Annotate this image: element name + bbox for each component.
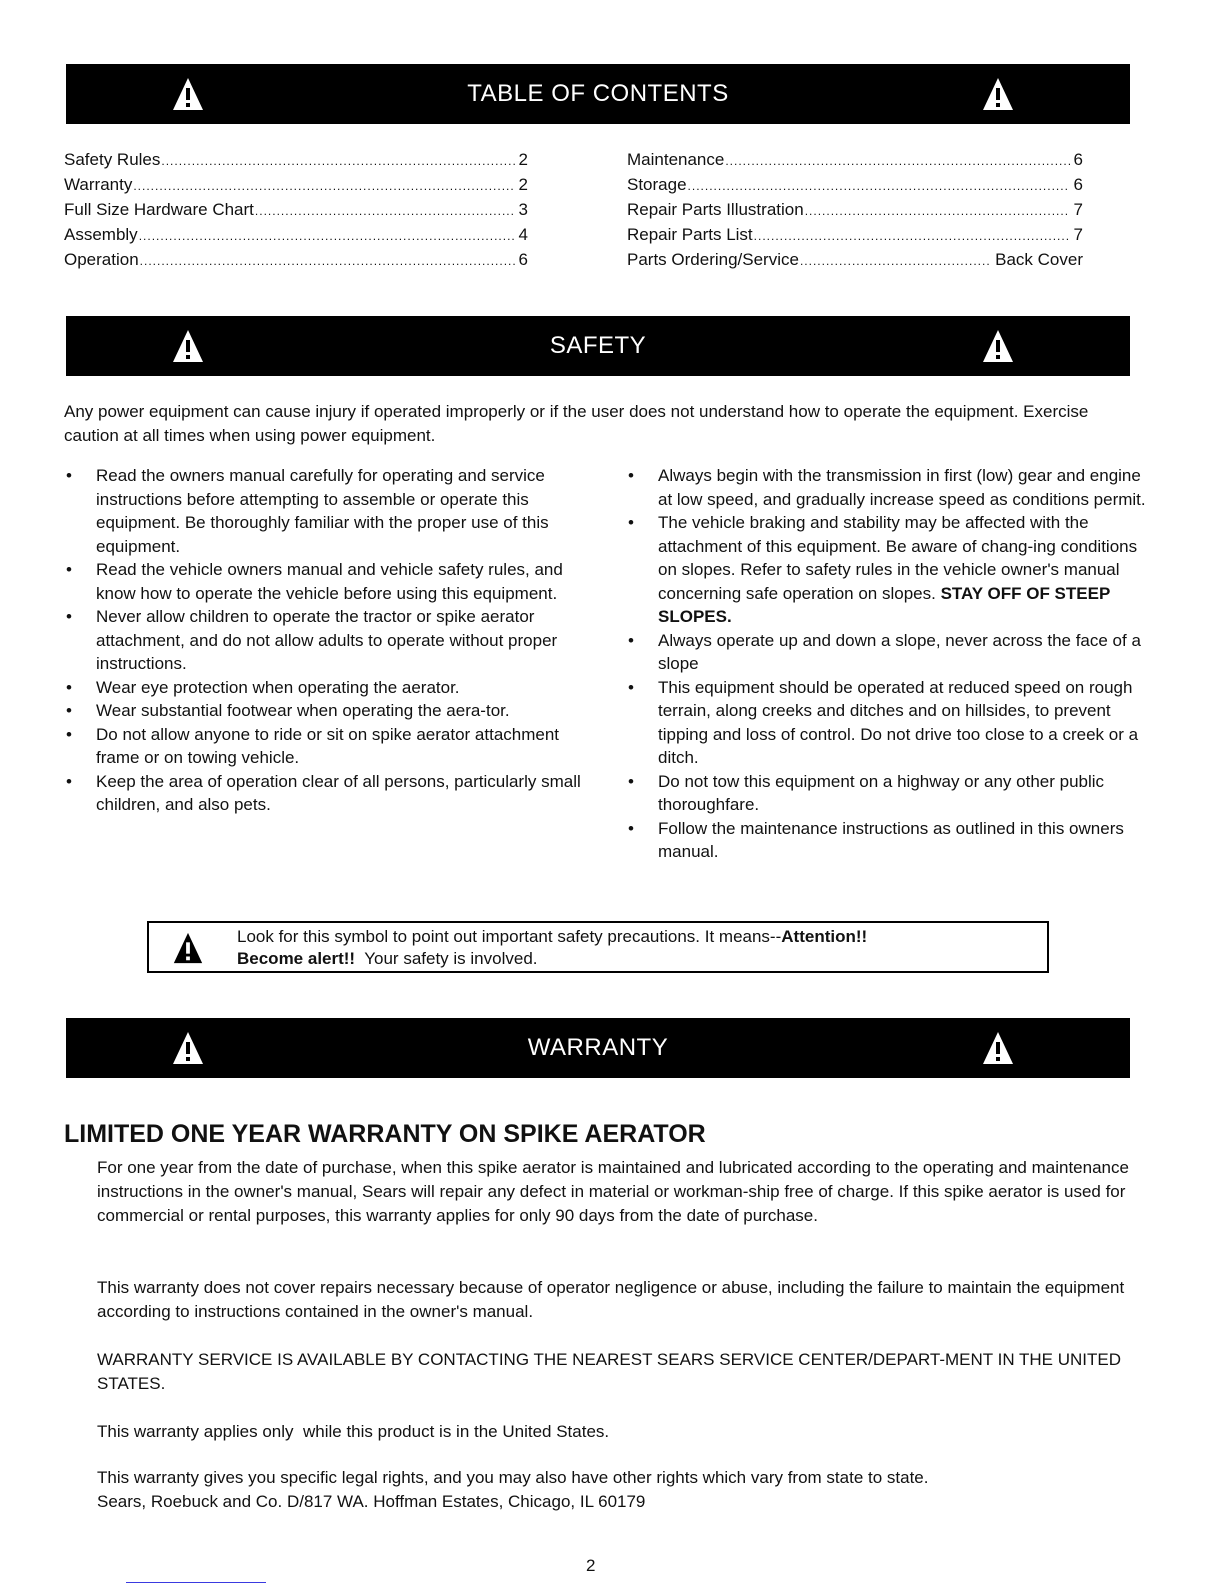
toc-left-column [64, 148, 528, 273]
bullet: • [66, 560, 72, 579]
warning-triangle-icon [982, 1030, 1014, 1066]
safety-rule [626, 629, 1146, 676]
bullet: • [628, 677, 634, 697]
warranty-service-notice: WARRANTY SERVICE IS AVAILABLE BY CONTACTING THE NEAREST SEARS SERVICE CENTER/DEPART-MENT IN THE UNITED STATES. [97, 1350, 1122, 1393]
bullet: • [628, 466, 634, 485]
bullet: • [66, 701, 72, 720]
toc-entry-label: Operation [64, 250, 139, 269]
safety-rule [64, 676, 584, 700]
warranty-banner-title: WARRANTY [527, 1034, 669, 1061]
notice-alert: Become alert!! [237, 949, 356, 968]
toc-entry-page: 2 [518, 175, 528, 194]
safety-rule-text: Always operate up and down a slope, never across the face of a slope [658, 630, 1141, 673]
safety-rule-text: Never allow children to operate the tractor or spike aerator attachment, and do not allow adults to operate without proper instructions. [96, 607, 558, 673]
safety-banner [66, 316, 1130, 376]
toc-leader-dots [133, 174, 514, 198]
safety-list-right [626, 464, 1146, 864]
toc-entry-page: 7 [1073, 200, 1083, 219]
safety-rule [626, 464, 1146, 511]
toc-entry[interactable] [627, 248, 1083, 273]
toc-entry-page: 2 [518, 150, 528, 169]
toc-leader-dots [688, 174, 1070, 198]
safety-rule [64, 770, 584, 817]
safety-rule [64, 464, 584, 558]
warranty-banner [66, 1018, 1130, 1078]
toc-entry[interactable] [64, 248, 528, 273]
warning-triangle-icon [172, 76, 204, 112]
toc-entry[interactable] [627, 223, 1083, 248]
toc-entry[interactable] [627, 148, 1083, 173]
safety-title: SAFETY [549, 332, 647, 359]
toc-leader-dots [255, 199, 515, 223]
bullet: • [628, 630, 634, 650]
toc-entry-page: 3 [518, 200, 528, 219]
safety-rule [626, 770, 1146, 817]
toc-banner [66, 64, 1130, 124]
toc-entry[interactable] [64, 198, 528, 223]
toc-entry-page: Back Cover [995, 250, 1083, 269]
safety-rule-emphasis: STAY OFF OF STEEP SLOPES. [658, 583, 1110, 626]
warranty-paragraph: This warranty gives you specific legal rights, and you may also have other rights which vary from state to state. [97, 1468, 929, 1487]
toc-entry-label: Maintenance [627, 150, 725, 169]
toc-entry-label: Assembly [64, 225, 138, 244]
bullet: • [66, 607, 72, 626]
toc-leader-dots [140, 249, 515, 273]
safety-list-left [64, 464, 584, 817]
safety-rule-text: The vehicle braking and stability may be affected with the attachment of this equipment. Be aware of chang-ing conditions on slopes. Refer to safety rules in the vehicle owner's manual concerning safe operation on slopes. [658, 513, 1138, 603]
safety-rule [626, 817, 1146, 864]
safety-rule [626, 511, 1146, 629]
toc-entry[interactable] [627, 173, 1083, 198]
toc-entry-label: Safety Rules [64, 150, 161, 169]
toc-entry-page: 6 [1073, 175, 1083, 194]
bullet: • [66, 677, 72, 697]
safety-rule-text: Read the vehicle owners manual and vehicle safety rules, and know how to operate the vehicle before using this equipment. [96, 560, 563, 603]
safety-intro: Any power equipment can cause injury if operated improperly or if the user does not understand how to operate the equipment. Exercise caution at all times when using power equipment. [64, 402, 1089, 445]
toc-right-column [627, 148, 1083, 273]
toc-leader-dots [805, 199, 1070, 223]
warning-triangle-icon [172, 328, 204, 364]
safety-rule-text: Read the owners manual carefully for operating and service instructions before attempting to assemble or operate this equipment. Be thoroughly familiar with the proper use of this equipment. [96, 466, 549, 556]
toc-entry-page: 4 [518, 225, 528, 244]
toc-leader-dots [139, 224, 515, 248]
safety-rule-text: This equipment should be operated at reduced speed on rough terrain, along creeks and ditches and on hillsides, to prevent tipping and loss of control. Do not drive too close to a creek or a ditch. [658, 677, 1139, 767]
safety-rule-text: Wear eye protection when operating the aerator. [96, 677, 460, 697]
warning-triangle-icon [172, 1030, 204, 1066]
warning-triangle-icon [171, 931, 205, 965]
decorative-line [126, 1582, 266, 1583]
toc-entry-page: 6 [518, 250, 528, 269]
bullet: • [628, 771, 634, 791]
safety-rule [626, 676, 1146, 770]
toc-title: TABLE OF CONTENTS [467, 80, 729, 107]
warning-triangle-icon [982, 76, 1014, 112]
toc-entry-label: Full Size Hardware Chart [64, 200, 254, 219]
warranty-paragraph: This warranty does not cover repairs necessary because of operator negligence or abuse, including the failure to maintain the equipment according to instructions contained in the owner's manual. [97, 1278, 1125, 1321]
toc-entry-page: 7 [1073, 225, 1083, 244]
toc-leader-dots [161, 149, 514, 173]
notice-text [237, 926, 867, 970]
warranty-paragraph: For one year from the date of purchase, when this spike aerator is maintained and lubricated according to the operating and maintenance instructions in the owner's manual, Sears will repair any defect in material or workman-ship free of charge. If this spike aerator is used for commercial or rental purposes, this warranty applies for only 90 days from the date of purchase. [97, 1158, 1129, 1225]
toc-entry-page: 6 [1073, 150, 1083, 169]
safety-rule [64, 723, 584, 770]
toc-entry-label: Repair Parts List [627, 225, 753, 244]
toc-entry[interactable] [64, 223, 528, 248]
toc-leader-dots [725, 149, 1069, 173]
notice-line1: Look for this symbol to point out important safety precautions. It means-- [237, 927, 782, 946]
toc-entry-label: Parts Ordering/Service [627, 250, 799, 269]
toc-entry-label: Repair Parts Illustration [627, 200, 804, 219]
toc-entry[interactable] [627, 198, 1083, 223]
safety-rule [64, 699, 584, 723]
safety-symbol-notice [147, 921, 1049, 973]
toc-entry-label: Warranty [64, 175, 133, 194]
toc-entry[interactable] [64, 148, 528, 173]
notice-line2: Your safety is involved. [355, 949, 538, 968]
toc-entry[interactable] [64, 173, 528, 198]
safety-rule-text: Follow the maintenance instructions as outlined in this owners manual. [658, 818, 1124, 861]
bullet: • [66, 771, 72, 791]
safety-rule-text: Do not allow anyone to ride or sit on spike aerator attachment frame or on towing vehicle. [96, 724, 560, 767]
warranty-heading: LIMITED ONE YEAR WARRANTY ON SPIKE AERATOR [64, 1120, 706, 1148]
warning-triangle-icon [982, 328, 1014, 364]
bullet: • [66, 724, 72, 744]
notice-attention: Attention!! [781, 927, 868, 946]
toc-leader-dots [754, 224, 1070, 248]
safety-rule [64, 605, 584, 676]
safety-rule-text: Keep the area of operation clear of all persons, particularly small children, and also pets. [96, 771, 581, 814]
sears-address: Sears, Roebuck and Co. D/817 WA. Hoffman Estates, Chicago, IL 60179 [97, 1492, 646, 1511]
safety-rule-text: Do not tow this equipment on a highway or any other public thoroughfare. [658, 771, 1105, 814]
bullet: • [66, 466, 72, 485]
safety-rule-text: Always begin with the transmission in first (low) gear and engine at low speed, and gradually increase speed as conditions permit. [658, 466, 1146, 509]
page-number: 2 [586, 1556, 596, 1575]
safety-rule-text: Wear substantial footwear when operating the aera-tor. [96, 701, 510, 720]
safety-rule [64, 558, 584, 605]
toc-leader-dots [800, 249, 991, 273]
warranty-paragraph: This warranty applies only while this product is in the United States. [97, 1422, 610, 1441]
bullet: • [628, 818, 634, 838]
toc-entry-label: Storage [627, 175, 687, 194]
bullet: • [628, 513, 634, 532]
